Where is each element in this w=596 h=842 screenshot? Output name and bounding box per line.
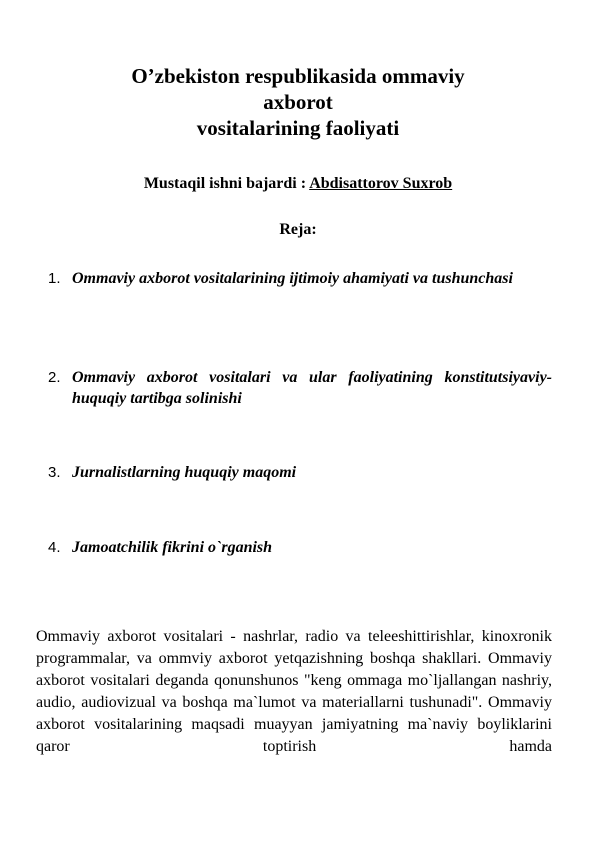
title-line-3: vositalarining faoliyati bbox=[196, 116, 400, 140]
plan-item-number: 3. bbox=[48, 464, 61, 481]
plan-heading: Reja: bbox=[279, 221, 317, 238]
title-line-1: O’zbekiston respublikasida ommaviy bbox=[131, 64, 465, 88]
plan-item bbox=[48, 367, 552, 409]
plan-item bbox=[48, 537, 552, 558]
document-title bbox=[0, 63, 596, 141]
plan-item-text: Jamoatchilik fikrini o`rganish bbox=[72, 539, 273, 556]
plan-item-number: 2. bbox=[48, 369, 61, 386]
plan-item-number: 4. bbox=[48, 539, 61, 556]
plan-item bbox=[48, 462, 552, 483]
plan-item bbox=[48, 268, 552, 289]
author-name: Abdisattorov Suxrob bbox=[309, 175, 453, 192]
plan-item-text: Ommaviy axborot vositalarining ijtimoiy ahamiyati va tushunchasi bbox=[72, 270, 513, 287]
title-line-2: axborot bbox=[263, 90, 333, 114]
author-label: Mustaqil ishni bajardi : bbox=[143, 175, 310, 192]
plan-item-text: Ommaviy axborot vositalari va ular faoliyatining konstitutsiyaviy-huquqiy tartibga solinishi bbox=[72, 369, 552, 407]
plan-item-number: 1. bbox=[48, 270, 61, 287]
body-paragraph: Ommaviy axborot vositalari - nashrlar, radio va teleeshittirishlar, kinoxronik programmalar, va ommviy axborot yetqazishning boshqa shakllari. Ommaviy axborot vositalari deganda qonunshunos "keng ommaga mo`ljallangan nashriy, audio, audiovizual va boshqa ma`lumot va materiallarni tushunadi". Ommaviy axborot vositalarining maqsadi muayyan jamiyatning ma`naviy boyliklarini qaror toptirish hamda bbox=[36, 628, 552, 755]
author-line bbox=[0, 174, 596, 194]
plan-item-text: Jurnalistlarning huquqiy maqomi bbox=[72, 464, 297, 481]
